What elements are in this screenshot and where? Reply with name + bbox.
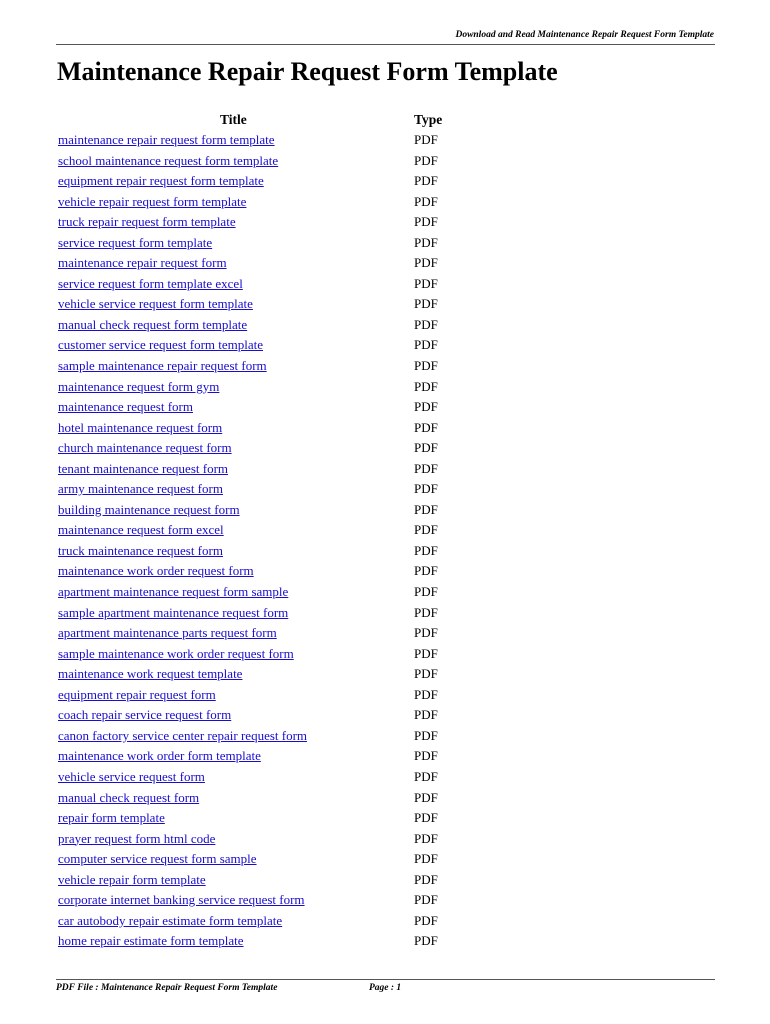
results-table xyxy=(0,132,770,954)
document-link[interactable]: building maintenance request form xyxy=(58,501,240,517)
table-row xyxy=(0,173,770,194)
file-type-label: PDF xyxy=(414,933,438,949)
file-type-label: PDF xyxy=(414,460,438,476)
table-row xyxy=(0,605,770,626)
file-type-label: PDF xyxy=(414,152,438,168)
column-header-type: Type xyxy=(414,112,443,127)
document-link[interactable]: vehicle repair request form template xyxy=(58,193,247,209)
document-link[interactable]: tenant maintenance request form xyxy=(58,460,229,476)
file-type-label: PDF xyxy=(414,542,438,558)
table-row xyxy=(0,769,770,790)
document-link[interactable]: corporate internet banking service request form xyxy=(58,892,305,908)
table-row xyxy=(0,851,770,872)
document-link[interactable]: equipment repair request form template xyxy=(58,173,264,189)
table-row xyxy=(0,543,770,564)
file-type-label: PDF xyxy=(414,358,438,374)
file-type-label: PDF xyxy=(414,522,438,538)
file-type-label: PDF xyxy=(414,173,438,189)
file-type-label: PDF xyxy=(414,275,438,291)
file-type-label: PDF xyxy=(414,419,438,435)
file-type-label: PDF xyxy=(414,892,438,908)
file-type-label: PDF xyxy=(414,810,438,826)
table-row xyxy=(0,810,770,831)
table-row xyxy=(0,872,770,893)
table-row xyxy=(0,790,770,811)
document-link[interactable]: service request form template excel xyxy=(58,275,243,291)
document-link[interactable]: vehicle service request form template xyxy=(58,296,253,312)
file-type-label: PDF xyxy=(414,337,438,353)
header-divider xyxy=(56,44,715,45)
document-link[interactable]: repair form template xyxy=(58,810,165,826)
document-link[interactable]: truck repair request form template xyxy=(58,214,236,230)
file-type-label: PDF xyxy=(414,584,438,600)
table-row xyxy=(0,296,770,317)
document-link[interactable]: computer service request form sample xyxy=(58,851,257,867)
table-row xyxy=(0,892,770,913)
file-type-label: PDF xyxy=(414,768,438,784)
table-row xyxy=(0,420,770,441)
file-type-label: PDF xyxy=(414,132,438,147)
file-type-label: PDF xyxy=(414,727,438,743)
page-title: Maintenance Repair Request Form Template xyxy=(57,57,558,86)
file-type-label: PDF xyxy=(414,563,438,579)
table-row xyxy=(0,317,770,338)
document-link[interactable]: vehicle repair form template xyxy=(58,871,206,887)
table-row xyxy=(0,687,770,708)
document-link[interactable]: equipment repair request form xyxy=(58,686,216,702)
column-header-title: Title xyxy=(220,112,247,127)
table-row xyxy=(0,831,770,852)
table-row xyxy=(0,933,770,954)
file-type-label: PDF xyxy=(414,666,438,682)
document-link[interactable]: maintenance request form excel xyxy=(58,522,224,538)
table-row xyxy=(0,337,770,358)
document-link[interactable]: service request form template xyxy=(58,234,213,250)
file-type-label: PDF xyxy=(414,316,438,332)
page-header: Download and Read Maintenance Repair Request Form Template xyxy=(455,30,714,40)
document-link[interactable]: sample maintenance repair request form xyxy=(58,358,267,374)
table-header xyxy=(0,112,770,130)
table-row xyxy=(0,276,770,297)
document-link[interactable]: maintenance request form gym xyxy=(58,378,220,394)
file-type-label: PDF xyxy=(414,214,438,230)
document-link[interactable]: prayer request form html code xyxy=(58,830,216,846)
document-link[interactable]: sample maintenance work order request form xyxy=(58,645,294,661)
table-row xyxy=(0,440,770,461)
file-type-label: PDF xyxy=(414,255,438,271)
file-type-label: PDF xyxy=(414,625,438,641)
table-row xyxy=(0,728,770,749)
footer-divider xyxy=(56,979,715,980)
document-link[interactable]: sample apartment maintenance request form xyxy=(58,604,289,620)
document-link[interactable]: home repair estimate form template xyxy=(58,933,244,949)
document-link[interactable]: maintenance request form xyxy=(58,399,193,415)
table-row xyxy=(0,646,770,667)
file-type-label: PDF xyxy=(414,912,438,928)
table-row xyxy=(0,666,770,687)
document-link[interactable]: maintenance repair request form template xyxy=(58,132,275,147)
file-type-label: PDF xyxy=(414,851,438,867)
document-link[interactable]: maintenance work request template xyxy=(58,666,243,682)
document-link[interactable]: car autobody repair estimate form template xyxy=(58,912,283,928)
document-link[interactable]: maintenance work order form template xyxy=(58,748,261,764)
table-row xyxy=(0,153,770,174)
file-type-label: PDF xyxy=(414,501,438,517)
document-link[interactable]: truck maintenance request form xyxy=(58,542,223,558)
document-link[interactable]: maintenance repair request form xyxy=(58,255,227,271)
file-type-label: PDF xyxy=(414,871,438,887)
file-type-label: PDF xyxy=(414,748,438,764)
file-type-label: PDF xyxy=(414,296,438,312)
file-type-label: PDF xyxy=(414,193,438,209)
document-link[interactable]: church maintenance request form xyxy=(58,440,232,456)
document-link[interactable]: army maintenance request form xyxy=(58,481,223,497)
table-row xyxy=(0,522,770,543)
document-link[interactable]: customer service request form template xyxy=(58,337,264,353)
document-link[interactable]: maintenance work order request form xyxy=(58,563,254,579)
file-type-label: PDF xyxy=(414,830,438,846)
table-row xyxy=(0,748,770,769)
document-link[interactable]: vehicle service request form xyxy=(58,768,205,784)
file-type-label: PDF xyxy=(414,604,438,620)
table-row xyxy=(0,235,770,256)
file-type-label: PDF xyxy=(414,707,438,723)
file-type-label: PDF xyxy=(414,645,438,661)
file-type-label: PDF xyxy=(414,686,438,702)
table-row xyxy=(0,625,770,646)
document-link[interactable]: apartment maintenance parts request form xyxy=(58,625,277,641)
table-row xyxy=(0,379,770,400)
footer-page-number: Page : 1 xyxy=(369,983,402,993)
table-row xyxy=(0,563,770,584)
table-row xyxy=(0,481,770,502)
table-row xyxy=(0,502,770,523)
document-link[interactable]: manual check request form template xyxy=(58,316,248,332)
table-row xyxy=(0,132,770,153)
file-type-label: PDF xyxy=(414,378,438,394)
document-link[interactable]: apartment maintenance request form sample xyxy=(58,584,289,600)
document-link[interactable]: school maintenance request form template xyxy=(58,152,279,168)
file-type-label: PDF xyxy=(414,789,438,805)
table-row xyxy=(0,358,770,379)
document-link[interactable]: coach repair service request form xyxy=(58,707,232,723)
table-row xyxy=(0,214,770,235)
file-type-label: PDF xyxy=(414,481,438,497)
table-row xyxy=(0,707,770,728)
table-row xyxy=(0,194,770,215)
document-link[interactable]: canon factory service center repair request form xyxy=(58,727,308,743)
table-row xyxy=(0,399,770,420)
file-type-label: PDF xyxy=(414,234,438,250)
file-type-label: PDF xyxy=(414,440,438,456)
footer-file-label: PDF File : Maintenance Repair Request Form Template xyxy=(56,983,278,993)
table-row xyxy=(0,913,770,934)
document-link[interactable]: hotel maintenance request form xyxy=(58,419,223,435)
table-row xyxy=(0,461,770,482)
document-link[interactable]: manual check request form xyxy=(58,789,200,805)
table-row xyxy=(0,584,770,605)
file-type-label: PDF xyxy=(414,399,438,415)
table-row xyxy=(0,255,770,276)
